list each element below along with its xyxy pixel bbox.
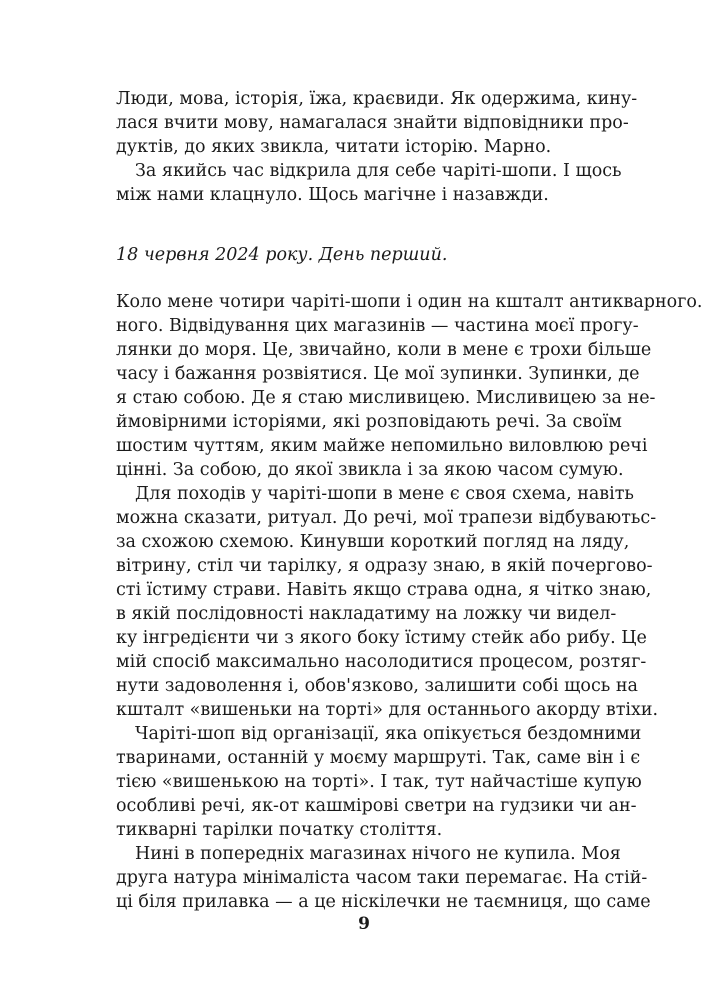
text-line: вітрину, стіл чи тарілку, я одразу знаю, в якій почергово- (116, 556, 653, 576)
text-line: особливі речі, як-от кашмірові светри на гудзики чи ан- (116, 796, 637, 816)
text-line: дуктів, до яких звикла, читати історію. Марно. (116, 137, 552, 157)
text-line: За якийсь час відкрила для себе чаріті-шопи. І щось (135, 161, 622, 181)
text-line: тією «вишенькою на торті». І так, тут найчастіше купую (116, 772, 642, 792)
text-line: нути задоволення і, обов'язково, залишити собі щось на (116, 676, 638, 696)
text-line: Чаріті-шоп від організації, яка опікується бездомними (135, 724, 642, 744)
text-line: Нині в попередніх магазинах нічого не купила. Моя (135, 844, 621, 864)
text-line: ймовірними історіями, які розповідають речі. За своїм (116, 412, 622, 432)
page-number: 9 (358, 914, 370, 934)
text-line: ного. Відвідування цих магазинів — частина моєї прогу- (116, 316, 639, 336)
text-line: за схожою схемою. Кинувши короткий погляд на ляду, (116, 532, 630, 552)
text-line: Коло мене чотири чаріті-шопи і один на кшталт антикварного. (116, 292, 703, 312)
text-line: в якій послідовності накладатиму на ложку чи видел- (116, 604, 617, 624)
text-line: друга натура мінімаліста часом таки перемагає. На стій- (116, 868, 648, 888)
text-line: ці біля прилавка — а це ніскілечки не таємниця, що саме (116, 892, 651, 912)
text-line: ку інгредієнти чи з якого боку їстиму стейк або рибу. Це (116, 628, 647, 648)
text-line: кшталт «вишеньки на торті» для останнього акорду втіхи. (116, 700, 659, 720)
text-line: сті їстиму страви. Навіть якщо страва одна, я чітко знаю, (116, 580, 652, 600)
text-line: можна сказати, ритуал. До речі, мої трапези відбуваютьс- (116, 508, 657, 528)
text-line: мій спосіб максимально насолодитися процесом, розтяг- (116, 652, 647, 672)
text-line: Люди, мова, історія, їжа, краєвиди. Як одержима, кину- (116, 89, 638, 109)
text-line: я стаю собою. Де я стаю мисливицею. Мисливицею за не- (116, 388, 656, 408)
text-line: шостим чуттям, яким майже непомильно виловлюю речі (116, 436, 648, 456)
text-line: між нами клацнуло. Щось магічне і назавжди. (116, 185, 549, 205)
text-line: цінні. За собою, до якої звикла і за якою часом сумую. (116, 460, 624, 480)
text-line: тваринами, останній у моєму маршруті. Так, саме він і є (116, 748, 641, 768)
text-line: лянки до моря. Це, звичайно, коли в мене є трохи більше (116, 340, 652, 360)
text-line: лася вчити мову, намагалася знайти відповідники про- (116, 113, 629, 133)
text-line: часу і бажання розвіятися. Це мої зупинки. Зупинки, де (116, 364, 640, 384)
text-line: Для походів у чаріті-шопи в мене є своя схема, навіть (135, 484, 634, 504)
text-line: тикварні тарілки початку століття. (116, 820, 443, 840)
entry-date-heading: 18 червня 2024 року. День перший. (116, 245, 448, 265)
